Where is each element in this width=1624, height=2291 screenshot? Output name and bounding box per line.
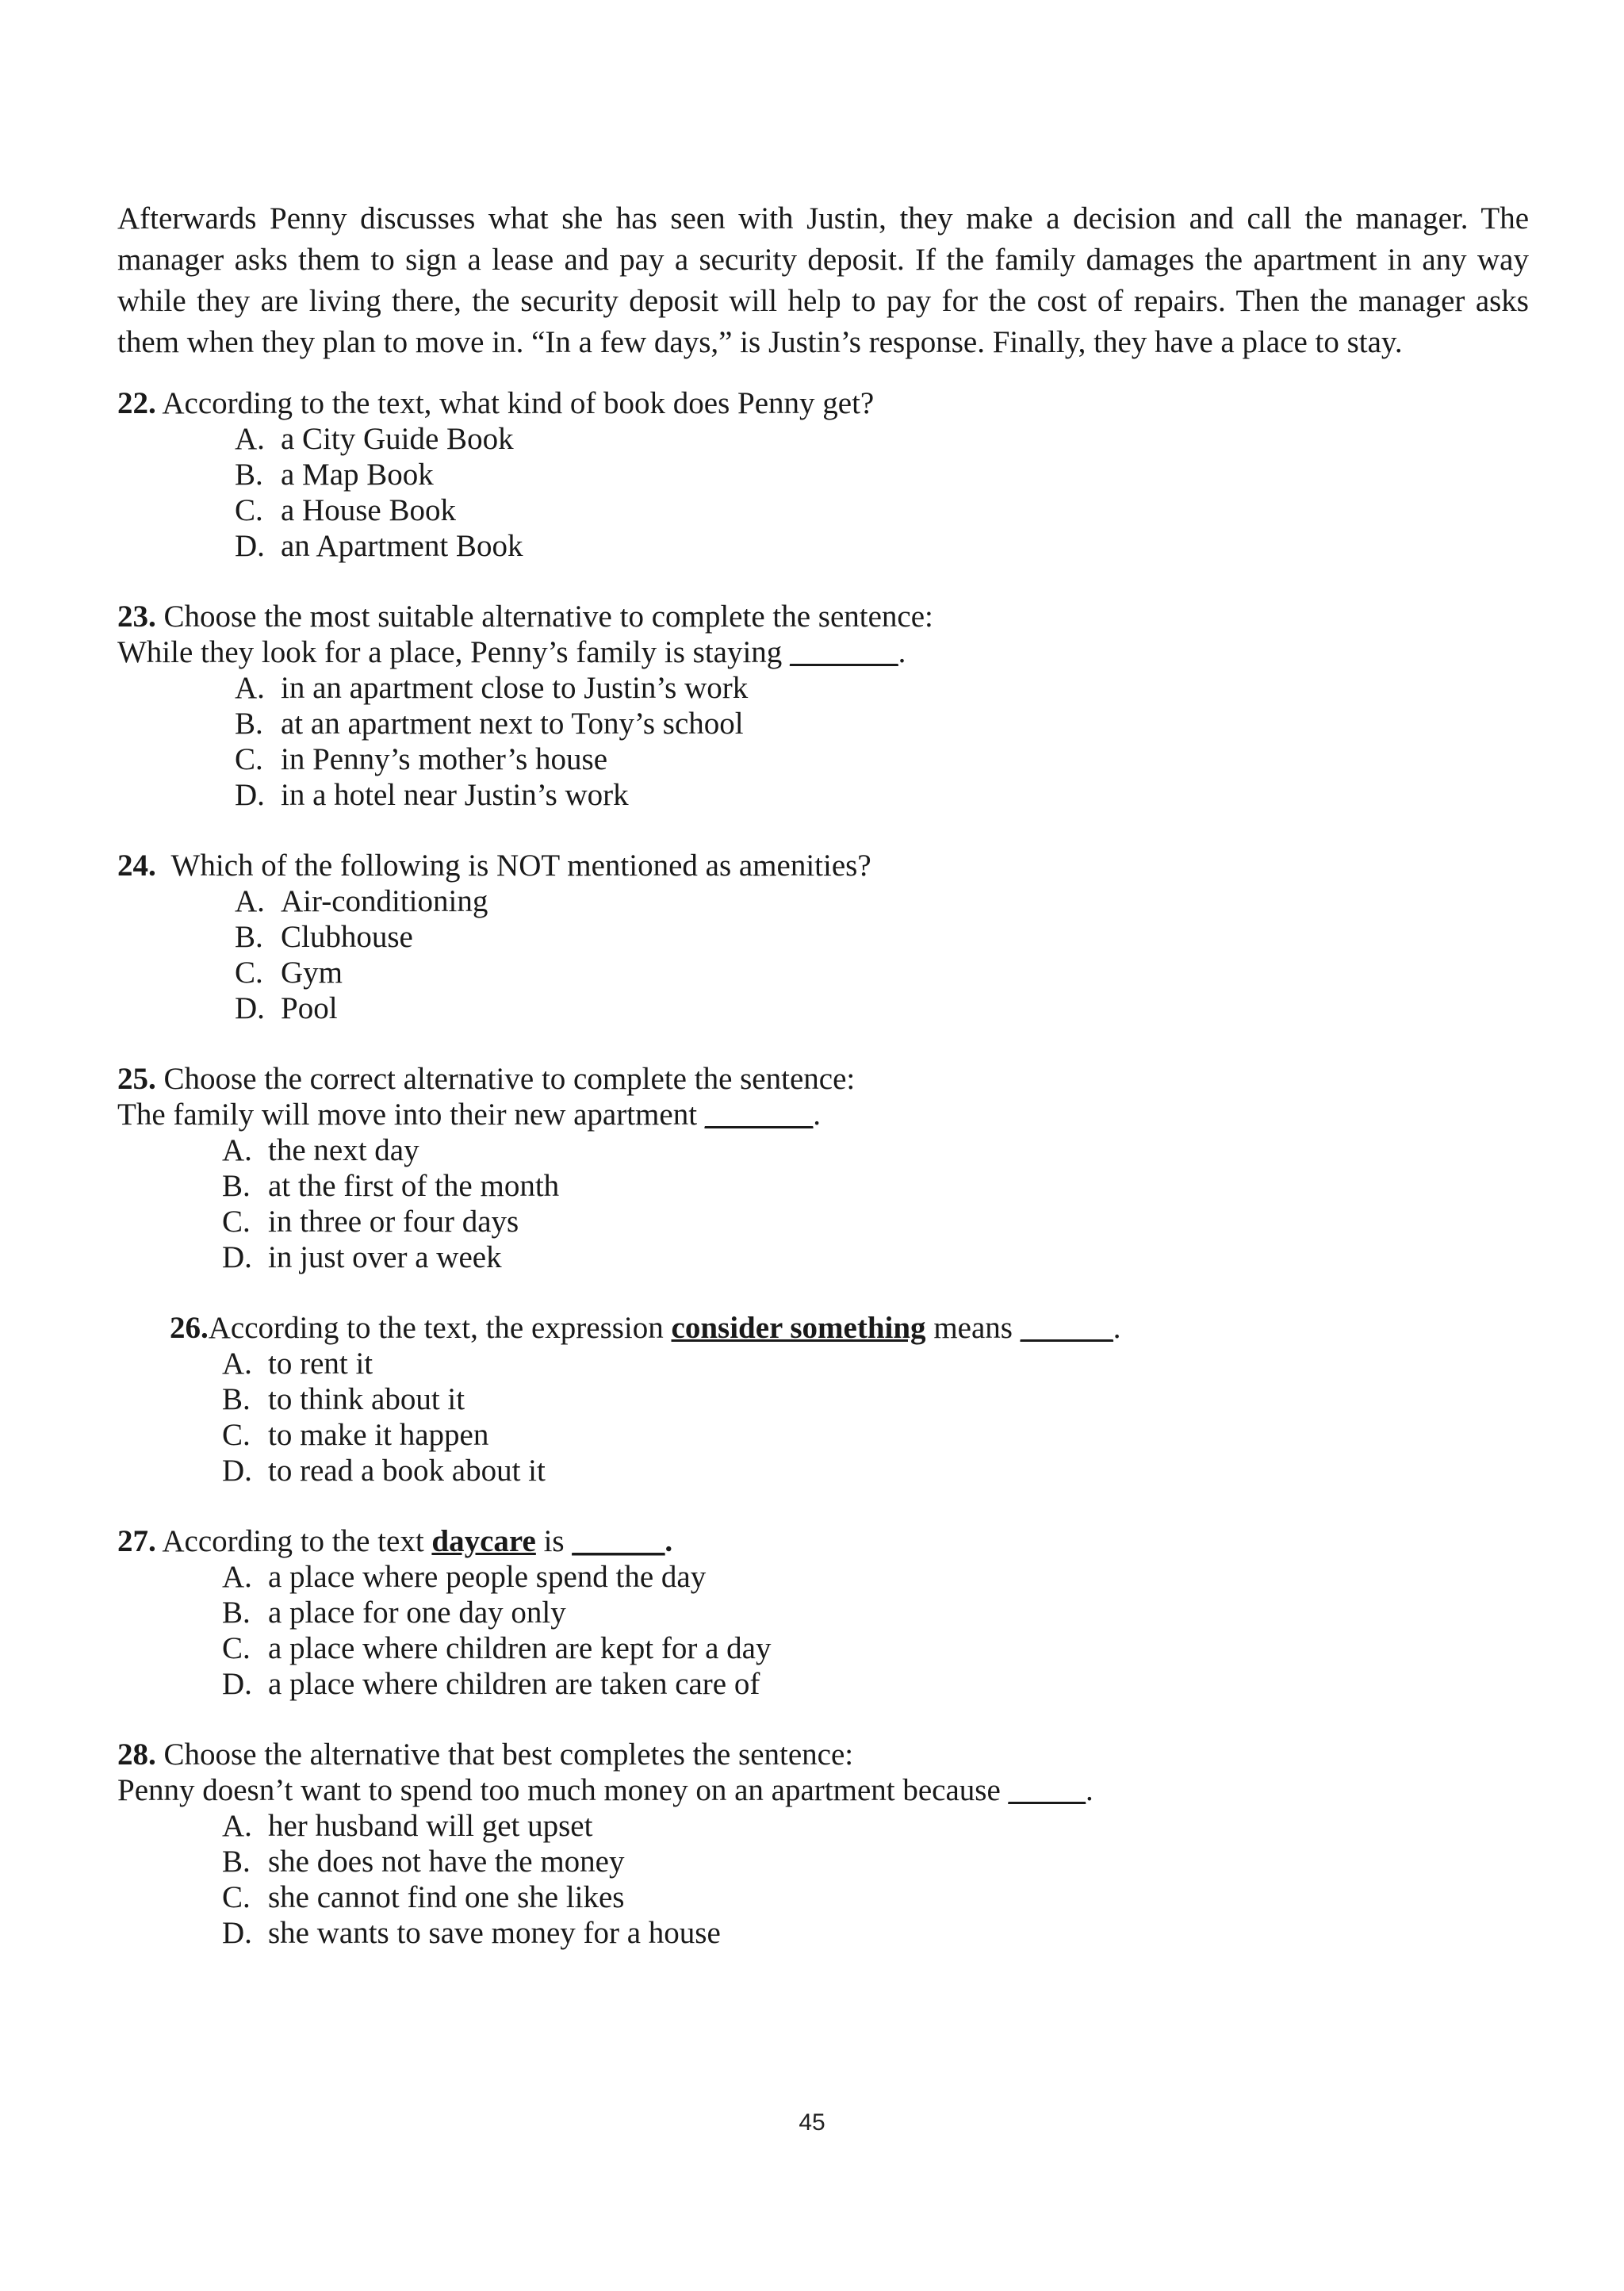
option-letter: B. [235,920,263,954]
option-text: Air-conditioning [281,884,488,918]
option-letter: D. [222,1454,252,1488]
option-a[interactable] [222,1559,1529,1595]
option-text: to make it happen [268,1418,489,1452]
option-text: in three or four days [268,1205,519,1239]
option-list [117,1808,1529,1951]
option-text: a place for one day only [268,1596,566,1630]
option-text: a place where people spend the day [268,1560,707,1594]
option-letter: B. [222,1169,251,1203]
option-text: in an apartment close to Justin’s work [281,671,749,705]
question-sentence [117,1097,1529,1132]
sentence-end: . [813,1098,822,1132]
page-number: 45 [799,2109,825,2136]
option-text: to read a book about it [268,1454,546,1488]
option-text: Gym [281,956,343,990]
option-text: Clubhouse [281,920,413,954]
question-25 [117,1061,1529,1275]
option-text: a place where children are kept for a day [268,1631,772,1665]
answer-blank: ______ [1020,1311,1113,1345]
option-c[interactable] [222,1630,1529,1666]
option-text: Pool [281,991,338,1025]
option-list [117,421,1529,564]
question-text: Choose the correct alternative to complete the sentence: [155,1062,856,1096]
option-d[interactable] [235,990,1529,1026]
question-sentence [117,634,1529,670]
option-text: she cannot find one she likes [268,1880,625,1914]
document-page [117,198,1529,1986]
question-text: Choose the most suitable alternative to complete the sentence: [155,600,933,634]
option-letter: B. [222,1845,251,1879]
question-number: 24. [117,849,156,883]
option-d[interactable] [235,528,1529,564]
option-letter: A. [222,1560,252,1594]
option-letter: C. [222,1880,251,1914]
answer-blank: _______ [790,635,898,669]
option-letter: B. [235,707,263,741]
sentence-end: . [898,635,906,669]
option-letter: C. [235,956,263,990]
option-a[interactable] [222,1346,1529,1381]
option-text: a place where children are taken care of [268,1667,760,1701]
option-letter: B. [222,1382,251,1416]
option-letter: D. [222,1240,252,1274]
option-c[interactable] [235,492,1529,528]
option-letter: C. [222,1631,251,1665]
question-26 [170,1310,1529,1488]
option-letter: B. [235,458,263,492]
option-b[interactable] [235,457,1529,492]
option-b[interactable] [222,1381,1529,1417]
question-number: 25. [117,1062,156,1096]
sentence-end: . [1086,1773,1094,1807]
question-28 [117,1737,1529,1951]
question-number: 27. [117,1524,156,1558]
question-stem [117,848,1529,883]
option-d[interactable] [222,1666,1529,1702]
option-b[interactable] [235,706,1529,741]
option-c[interactable] [235,955,1529,990]
option-text: a House Book [281,493,456,527]
question-sentence [117,1772,1529,1808]
sentence-text: While they look for a place, Penny’s family is staying [117,635,791,669]
sentence-text: Penny doesn’t want to spend too much money on an apartment because [117,1773,1009,1807]
question-text: Choose the alternative that best completes the sentence: [155,1737,854,1772]
option-text: she wants to save money for a house [268,1916,721,1950]
option-letter: C. [235,742,263,776]
reading-passage-paragraph: Afterwards Penny discusses what she has seen with Justin, they make a decision and call the manager. The manager asks them to sign a lease and pay a security deposit. If the family damages the apartment in any way while they are living there, the security deposit will help to pay for the cost of repairs. Then the manager asks them when they plan to move in. “In a few days,” is Justin’s response. Finally, they have a place to stay. [117,201,1529,359]
option-c[interactable] [222,1204,1529,1239]
question-24 [117,848,1529,1026]
option-letter: C. [222,1205,251,1239]
option-letter: A. [222,1133,252,1167]
option-letter: D. [235,991,265,1025]
option-b[interactable] [235,919,1529,955]
answer-blank: _____ [1008,1773,1086,1807]
option-text: she does not have the money [268,1845,625,1879]
option-a[interactable] [235,670,1529,706]
option-text: the next day [268,1133,419,1167]
option-list [170,1346,1529,1488]
option-text: to rent it [268,1347,373,1381]
option-list [117,670,1529,813]
question-text: According to the text, the expression [208,1311,672,1345]
option-text: in a hotel near Justin’s work [281,778,629,812]
option-text: at an apartment next to Tony’s school [281,707,744,741]
option-text: in just over a week [268,1240,502,1274]
question-stem [170,1310,1529,1346]
option-d[interactable] [222,1453,1529,1488]
option-a[interactable] [235,421,1529,457]
option-a[interactable] [235,883,1529,919]
option-c[interactable] [222,1417,1529,1453]
option-letter: A. [222,1347,252,1381]
question-text: According to the text, what kind of book does Penny get? [155,386,875,420]
question-text-continued: is [535,1524,573,1558]
option-c[interactable] [222,1879,1529,1915]
sentence-text: The family will move into their new apartment [117,1098,705,1132]
vocabulary-term: daycare [431,1524,536,1558]
vocabulary-term: consider something [671,1311,926,1345]
option-letter: A. [235,422,265,456]
option-letter: A. [222,1809,252,1843]
option-text: an Apartment Book [281,529,523,563]
question-text: Which of the following is NOT mentioned as amenities? [155,849,871,883]
option-text: in Penny’s mother’s house [281,742,608,776]
option-letter: C. [235,493,263,527]
question-text: According to the text [155,1524,432,1558]
option-letter: D. [235,778,265,812]
option-d[interactable] [235,777,1529,813]
option-list [117,883,1529,1026]
option-a[interactable] [222,1132,1529,1168]
sentence-end: . [1113,1311,1121,1345]
option-d[interactable] [222,1915,1529,1951]
question-stem [117,599,1529,634]
option-text: to think about it [268,1382,465,1416]
option-letter: D. [222,1916,252,1950]
option-b[interactable] [222,1595,1529,1630]
option-text: her husband will get upset [268,1809,593,1843]
option-letter: B. [222,1596,251,1630]
option-letter: A. [235,671,265,705]
question-27 [117,1523,1529,1702]
option-letter: D. [235,529,265,563]
question-number: 22. [117,386,156,420]
option-d[interactable] [222,1239,1529,1275]
answer-blank: _______ [704,1098,814,1132]
option-a[interactable] [222,1808,1529,1844]
option-text: a Map Book [281,458,434,492]
sentence-end: . [665,1524,673,1558]
option-b[interactable] [222,1168,1529,1204]
question-22 [117,385,1529,564]
option-letter: D. [222,1667,252,1701]
question-stem [117,1523,1529,1559]
option-letter: A. [235,884,265,918]
question-number: 26. [170,1311,209,1345]
option-letter: C. [222,1418,251,1452]
answer-blank: ______ [572,1524,665,1558]
question-stem [117,1737,1529,1772]
option-list [117,1132,1529,1275]
question-23 [117,599,1529,813]
option-b[interactable] [222,1844,1529,1879]
option-text: at the first of the month [268,1169,560,1203]
question-stem [117,1061,1529,1097]
question-text-continued: means [925,1311,1021,1345]
option-c[interactable] [235,741,1529,777]
question-stem [117,385,1529,421]
option-list [117,1559,1529,1702]
question-number: 28. [117,1737,156,1772]
question-number: 23. [117,600,156,634]
option-text: a City Guide Book [281,422,514,456]
